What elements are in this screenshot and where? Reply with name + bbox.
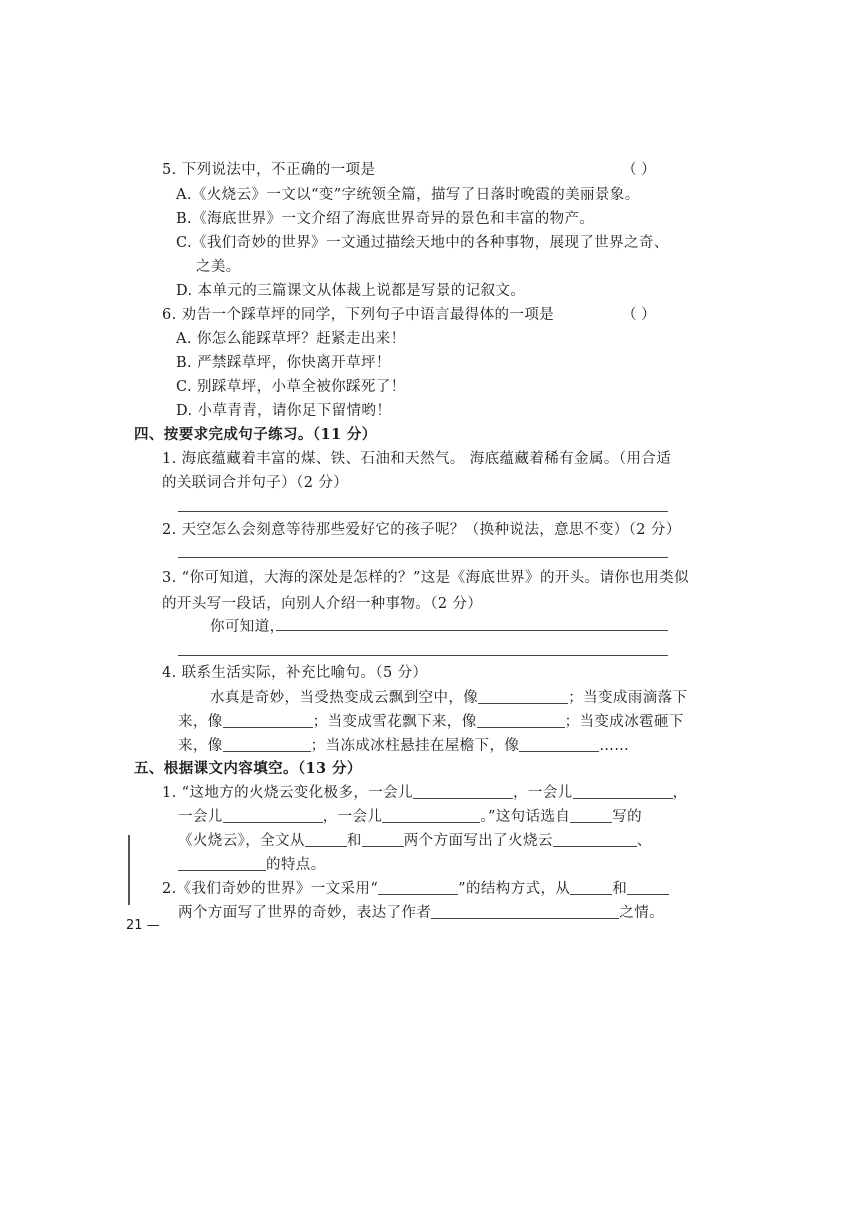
q6-option-d: D. 小草青青，请你足下留情哟！ (176, 403, 392, 419)
s4-q4-blank-1[interactable] (478, 689, 568, 704)
s5-q2-blank-4[interactable] (431, 904, 619, 919)
s4-q4-text-7: ；当冻成冰柱悬挂在屋檐下，像 (310, 738, 520, 754)
s4-q2-text: 2. 天空怎么会刻意等待那些爱好它的孩子呢？（换种说法，意思不变）（2 分） (162, 522, 681, 538)
s5-q1-text-4: 一会儿 (178, 809, 223, 825)
s5-q1-blank-5[interactable] (570, 808, 612, 823)
s5-q1-blank-9[interactable] (178, 856, 266, 871)
q5-option-c-cont: 之美。 (196, 259, 241, 275)
q5-option-d: D. 本单元的三篇课文从体裁上说都是写景的记叙文。 (176, 283, 526, 299)
s5-q1-line4 (178, 855, 326, 875)
s4-q4-text-1: 水真是奇妙，当受热变成云飘到空中，像 (210, 690, 479, 706)
s5-q2-text-3: 和 (612, 881, 628, 897)
s5-q1-text-5: ，一会儿 (322, 809, 383, 825)
s4-q4-line1 (210, 688, 687, 708)
s4-q4-blank-4[interactable] (223, 737, 311, 752)
s5-q1-text-10: 两个方面写出了火烧云 (403, 833, 553, 849)
s5-q1-text-11: 、 (636, 833, 652, 849)
s5-q1-text-3: ， (672, 785, 688, 801)
s4-q3-prompt: 你可知道， (210, 619, 285, 635)
s4-q4-title: 4. 联系生活实际，补充比喻句。（5 分） (162, 665, 428, 681)
s5-q1-line1 (162, 783, 687, 803)
s5-q1-text-2: ，一会儿 (512, 785, 573, 801)
s4-q3-answer-line-2[interactable] (178, 655, 668, 656)
s5-q2-blank-3[interactable] (627, 880, 669, 895)
s4-q3-line2: 的开头写一段话，向别人介绍一种事物。（2 分） (162, 596, 483, 612)
q6-option-a: A. 你怎么能踩草坪？赶紧走出来！ (176, 331, 406, 347)
s5-q1-line3 (178, 831, 652, 851)
q5-option-b: B.《海底世界》一文介绍了海底世界奇异的景色和丰富的物产。 (176, 211, 595, 227)
s5-q1-blank-6[interactable] (305, 832, 347, 847)
s4-q1-line2: 的关联词合并句子）（2 分） (162, 475, 349, 491)
q6-answer-paren[interactable]: （ ） (622, 307, 656, 323)
s5-q1-blank-3[interactable] (223, 808, 323, 823)
s5-q1-blank-8[interactable] (553, 832, 637, 847)
s5-q1-blank-4[interactable] (382, 808, 480, 823)
s5-q1-text-1: 1. “这地方的火烧云变化极多，一会儿 (162, 785, 413, 801)
s5-q1-text-9: 和 (346, 833, 362, 849)
s5-q2-text-5: 之情。 (619, 905, 665, 921)
margin-binding-line (128, 835, 130, 905)
q5-option-a: A.《火烧云》一文以“变”字统领全篇，描写了日落时晚霞的美丽景象。 (176, 187, 640, 203)
s4-q4-text-8: …… (599, 738, 630, 754)
s4-q3-line1: 3. “你可知道，大海的深处是怎样的？”这是《海底世界》的开头。请你也用类似 (162, 570, 689, 586)
q6-option-b: B. 严禁踩草坪，你快离开草坪！ (176, 355, 391, 371)
q6-stem: 6. 劝告一个踩草坪的同学，下列句子中语言最得体的一项是 (162, 307, 555, 323)
s4-q4-text-2: ；当变成雨滴落下 (568, 690, 688, 706)
q5-stem: 5. 下列说法中，不正确的一项是 (162, 162, 376, 178)
s4-q4-line3 (178, 736, 629, 756)
s4-q4-text-4: ；当变成雪花飘下来，像 (312, 714, 477, 730)
s5-q1-blank-2[interactable] (573, 784, 673, 799)
section5-title: 五、根据课文内容填空。（13 分） (134, 760, 362, 777)
q5-answer-paren[interactable]: （ ） (622, 162, 656, 178)
s5-q1-blank-7[interactable] (362, 832, 404, 847)
s5-q2-blank-2[interactable] (570, 880, 612, 895)
s5-q1-text-7: 写的 (612, 809, 643, 825)
s4-q4-blank-3[interactable] (477, 713, 565, 728)
s4-q4-text-5: ；当变成冰雹砸下 (564, 714, 684, 730)
q5-option-c: C.《我们奇妙的世界》一文通过描绘天地中的各种事物，展现了世界之奇、 (176, 235, 669, 251)
s4-q4-blank-2[interactable] (223, 713, 313, 728)
s4-q3-answer-line-1[interactable] (276, 630, 668, 631)
s5-q1-text-12: 的特点。 (266, 857, 326, 873)
section4-title: 四、按要求完成句子练习。（11 分） (134, 426, 377, 443)
q6-option-c: C. 别踩草坪，小草全被你踩死了！ (176, 379, 406, 395)
s4-q4-line2 (178, 712, 684, 732)
s4-q4-text-3: 来，像 (178, 714, 223, 730)
s5-q2-text-1: 2.《我们奇妙的世界》一文采用“ (162, 881, 379, 897)
s5-q1-line2 (178, 807, 642, 827)
s5-q2-line2 (178, 903, 664, 923)
s4-q2-answer-line[interactable] (178, 557, 668, 558)
s4-q1-line1: 1. 海底蕴藏着丰富的煤、铁、石油和天然气。 海底蕴藏着稀有金属。（用合适 (162, 451, 672, 467)
s4-q4-blank-5[interactable] (519, 737, 599, 752)
s4-q4-text-6: 来，像 (178, 738, 223, 754)
s4-q1-answer-line[interactable] (178, 511, 668, 512)
s5-q2-text-4: 两个方面写了世界的奇妙，表达了作者 (178, 905, 432, 921)
s5-q2-blank-1[interactable] (378, 880, 458, 895)
page-number: 21 — (126, 918, 160, 933)
s5-q1-blank-1[interactable] (413, 784, 513, 799)
s5-q2-text-2: ”的结构方式，从 (458, 881, 571, 897)
s5-q2-line1 (162, 879, 669, 899)
s5-q1-text-6: 。”这句话选自 (480, 809, 571, 825)
s5-q1-text-8: 《火烧云》，全文从 (178, 833, 305, 849)
